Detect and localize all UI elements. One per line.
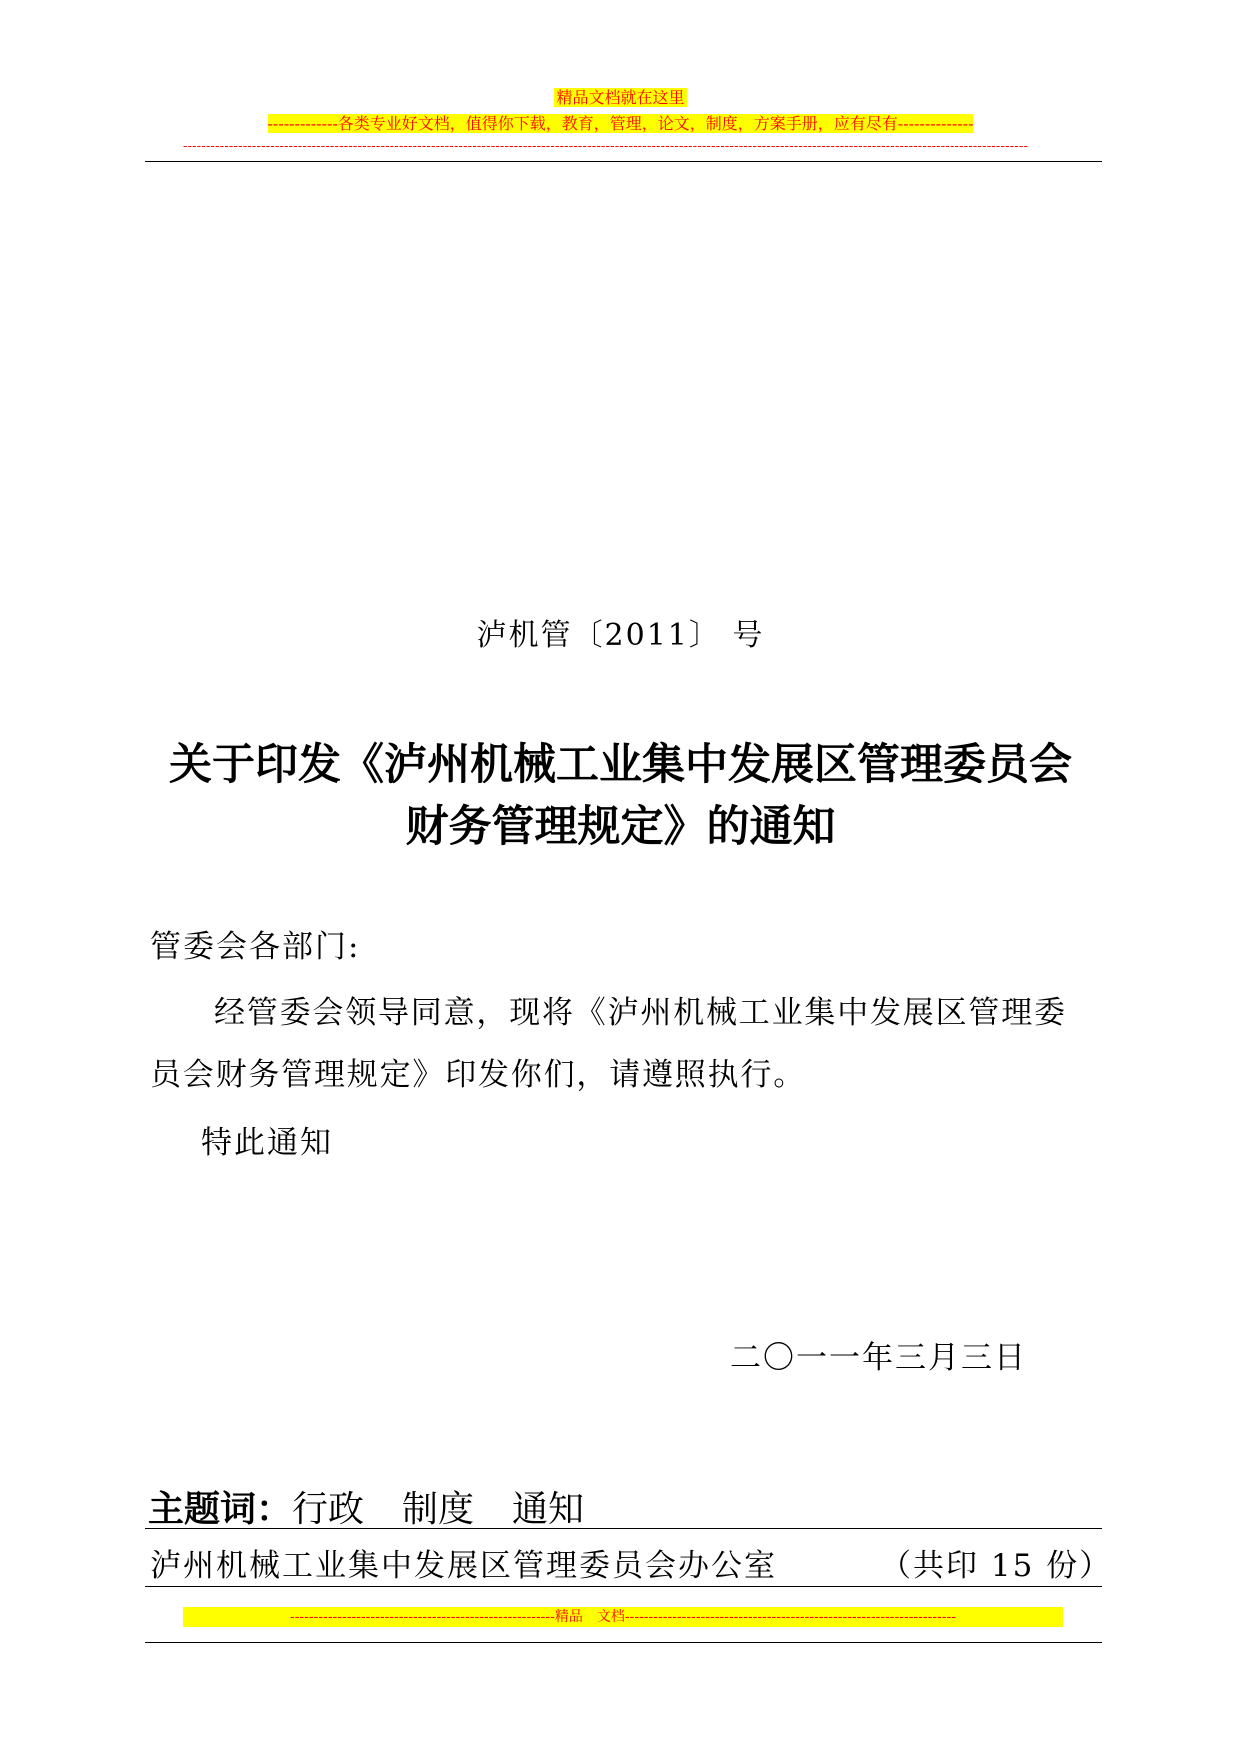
office-rule [145,1586,1102,1587]
keyword: 行政 [292,1489,365,1530]
header-rule [145,161,1102,162]
footer-rule [145,1642,1102,1643]
header-dash-line: ---------------------------------------------------------------------------------------------------------------------------------------------------------------------------------------- [183,139,1029,154]
document-title-line-2: 财务管理规定》的通知 [405,802,836,852]
header-banner-title [0,88,1241,108]
salutation: 管委会各部门: [150,929,361,965]
body-paragraph: 经管委会领导同意，现将《泸州机械工业集中发展区管理委员会财务管理规定》印发你们，请遵照执行。 [150,995,1067,1093]
footer-banner: --------------------------------------------------------精品 文档---------------------------------------------------------------------- [183,1607,1063,1627]
issuing-office: 泸州机械工业集中发展区管理委员会办公室 [150,1548,777,1584]
header-banner-tagline-text: -------------各类专业好文档，值得你下载，教育，管理，论文，制度，方案手册，应有尽有-------------- [267,114,974,133]
keyword: 通知 [512,1489,585,1530]
closing-text: 特此通知 [201,1125,333,1161]
keywords-line [148,1481,584,1532]
issue-date: 二〇一一年三月三日 [730,1340,1027,1376]
document-title-line-1: 关于印发《泸州机械工业集中发展区管理委员会 [169,740,1072,790]
document-number: 泸机管〔2011〕 号 [476,618,765,653]
keywords-label: 主题词： [148,1489,293,1530]
keyword: 制度 [402,1489,475,1530]
header-banner-tagline [0,114,1241,134]
keywords-rule [145,1528,1102,1529]
copies-count: （共印 15 份） [880,1548,1113,1584]
header-banner-title-text: 精品文档就在这里 [556,88,685,107]
